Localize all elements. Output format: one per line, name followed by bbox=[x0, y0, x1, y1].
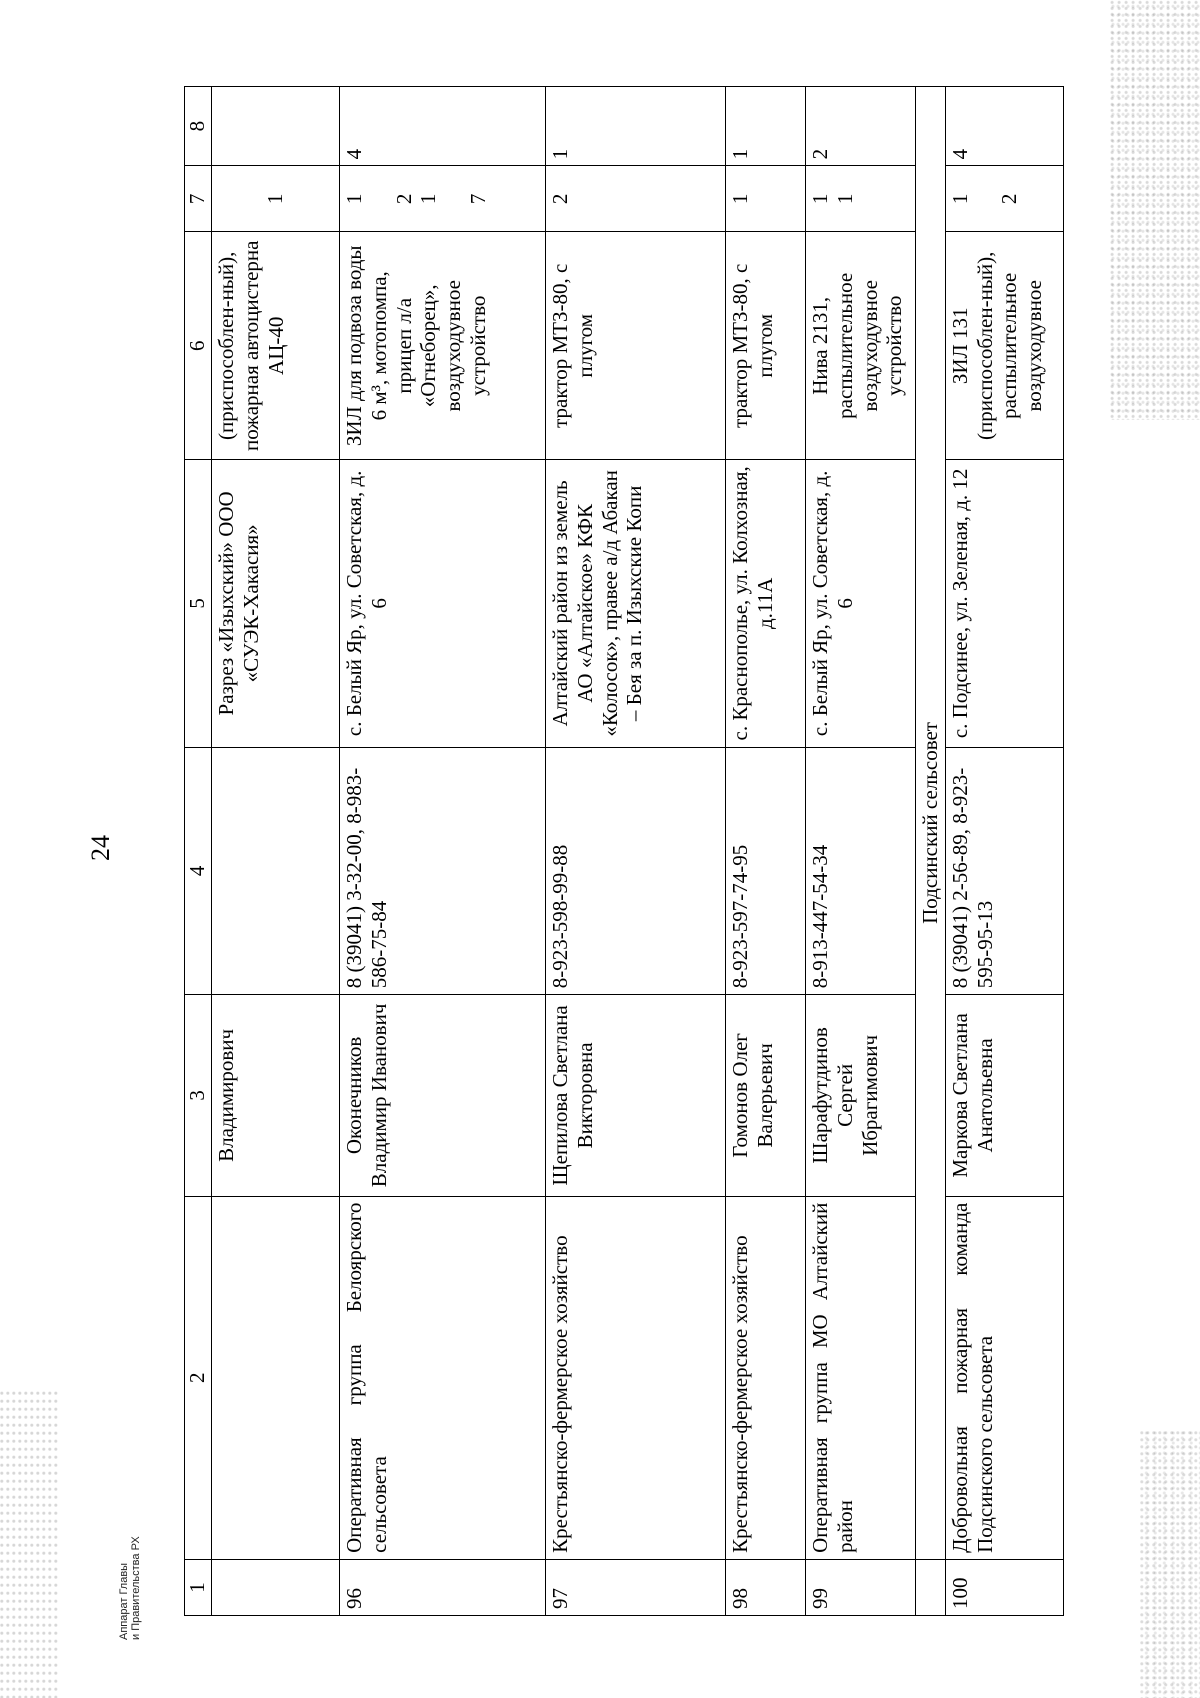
cell-person: Гомонов Олег Валерьевич bbox=[726, 995, 806, 1196]
cell-phone: 8-923-598-99-88 bbox=[546, 747, 726, 995]
cell-count: 1 bbox=[212, 166, 340, 232]
header-cell: 4 bbox=[185, 747, 212, 995]
cell-name: Оперативная группа Белоярского сельсовета bbox=[340, 1196, 546, 1559]
cell-people: 4 bbox=[945, 87, 1063, 166]
count-line: 1 bbox=[832, 193, 857, 205]
count-line: 1 bbox=[416, 193, 441, 205]
cell-count bbox=[945, 166, 1063, 232]
header-cell: 2 bbox=[185, 1196, 212, 1559]
cell-phone bbox=[212, 747, 340, 995]
footer-line: Аппарат Главы bbox=[118, 1562, 130, 1640]
cell-address: с. Подсинее, ул. Зеленая, д. 12 bbox=[945, 460, 1063, 747]
cell-equipment: (приспособлен-ный), пожарная автоцистерна АЦ-40 bbox=[212, 232, 340, 460]
count-line bbox=[973, 172, 998, 225]
table-row-continuation bbox=[212, 87, 340, 1616]
equipment-table bbox=[184, 86, 1064, 1616]
cell-name: Оперативная группа МО Алтайский район bbox=[806, 1196, 916, 1559]
cell-people: 4 bbox=[340, 87, 546, 166]
cell-num bbox=[212, 1559, 340, 1615]
cell-address: с. Белый Яр, ул. Советская, д. 6 bbox=[340, 460, 546, 747]
header-cell: 1 bbox=[185, 1559, 212, 1615]
cell-phone: 8 (39041) 2-56-89, 8-923-595-95-13 bbox=[945, 747, 1063, 995]
header-cell: 7 bbox=[185, 166, 212, 232]
header-cell: 5 bbox=[185, 460, 212, 747]
count-line bbox=[367, 172, 392, 225]
table-row bbox=[945, 87, 1063, 1616]
cell-person: Оконечников Владимир Иванович bbox=[340, 995, 546, 1196]
table-row bbox=[726, 87, 806, 1616]
rotated-table-container bbox=[184, 86, 1114, 1616]
cell-people bbox=[212, 87, 340, 166]
cell-phone: 8-913-447-54-34 bbox=[806, 747, 916, 995]
cell-equipment: ЗИЛ 131 (приспособлен-ный), распылительное воздуходувное bbox=[945, 232, 1063, 460]
table-row bbox=[546, 87, 726, 1616]
cell-address: Алтайский район из земель АО «Алтайское» КФК «Колосок», правее а/д Абакан – Бея за п. Изыхские Копи bbox=[546, 460, 726, 747]
cell-phone: 8-923-597-74-95 bbox=[726, 747, 806, 995]
cell-address: с. Краснополье, ул. Колхозная, д.11А bbox=[726, 460, 806, 747]
cell-equipment: Нива 2131, распылительное воздуходувное устройство bbox=[806, 232, 916, 460]
cell-people: 1 bbox=[726, 87, 806, 166]
cell-person: Щепилова Светлана Викторовна bbox=[546, 995, 726, 1196]
footer-line: и Правительства РХ bbox=[130, 1536, 143, 1640]
count-line: 1 bbox=[808, 193, 832, 205]
scan-noise-left bbox=[0, 1390, 60, 1698]
footer-stamp-text bbox=[118, 1536, 142, 1640]
cell-count: 2 bbox=[546, 166, 726, 232]
cell-num: 97 bbox=[546, 1559, 726, 1615]
cell-count: 1 bbox=[726, 166, 806, 232]
count-line: 1 bbox=[342, 193, 366, 205]
section-title: Подсинский сельсовет bbox=[916, 87, 946, 1560]
count-line: 7 bbox=[465, 193, 490, 205]
header-cell: 6 bbox=[185, 232, 212, 460]
cell-address: с. Белый Яр, ул. Советская, д. 6 bbox=[806, 460, 916, 747]
count-line bbox=[441, 172, 466, 225]
section-row bbox=[916, 87, 946, 1616]
cell-name: Крестьянско-фермерское хозяйство bbox=[546, 1196, 726, 1559]
cell-num: 100 bbox=[945, 1559, 1063, 1615]
count-line: 1 bbox=[947, 193, 972, 205]
cell-num: 99 bbox=[806, 1559, 916, 1615]
cell-name: Крестьянско-фермерское хозяйство bbox=[726, 1196, 806, 1559]
cell-count bbox=[340, 166, 546, 232]
cell-person: Владимирович bbox=[212, 995, 340, 1196]
cell-equipment: трактор МТЗ-80, с плугом bbox=[546, 232, 726, 460]
scan-noise-bottom bbox=[1140, 1430, 1200, 1698]
section-spacer bbox=[916, 1559, 946, 1615]
count-line: 2 bbox=[997, 193, 1022, 205]
cell-name: Добровольная пожарная команда Подсинского сельсовета bbox=[945, 1196, 1063, 1559]
cell-person: Шарафутдинов Сергей Ибрагимович bbox=[806, 995, 916, 1196]
page-number: 24 bbox=[86, 835, 115, 861]
cell-num: 96 bbox=[340, 1559, 546, 1615]
cell-address: Разрез «Изыхский» ООО «СУЭК-Хакасия» bbox=[212, 460, 340, 747]
cell-equipment: трактор МТЗ-80, с плугом bbox=[726, 232, 806, 460]
cell-equipment: ЗИЛ для подвоза воды 6 м³, мотопомпа, прицеп л/а «Огнеборец», воздуходувное устройство bbox=[340, 232, 546, 460]
count-line: 2 bbox=[391, 193, 416, 205]
cell-people: 2 bbox=[806, 87, 916, 166]
cell-phone: 8 (39041) 3-32-00, 8-983-586-75-84 bbox=[340, 747, 546, 995]
cell-count bbox=[806, 166, 916, 232]
scan-noise-top bbox=[1110, 0, 1200, 420]
cell-num: 98 bbox=[726, 1559, 806, 1615]
cell-name bbox=[212, 1196, 340, 1559]
cell-person: Маркова Светлана Анатольевна bbox=[945, 995, 1063, 1196]
cell-people: 1 bbox=[546, 87, 726, 166]
header-cell: 3 bbox=[185, 995, 212, 1196]
header-cell: 8 bbox=[185, 87, 212, 166]
table-row bbox=[340, 87, 546, 1616]
table-row bbox=[806, 87, 916, 1616]
header-row bbox=[185, 87, 212, 1616]
